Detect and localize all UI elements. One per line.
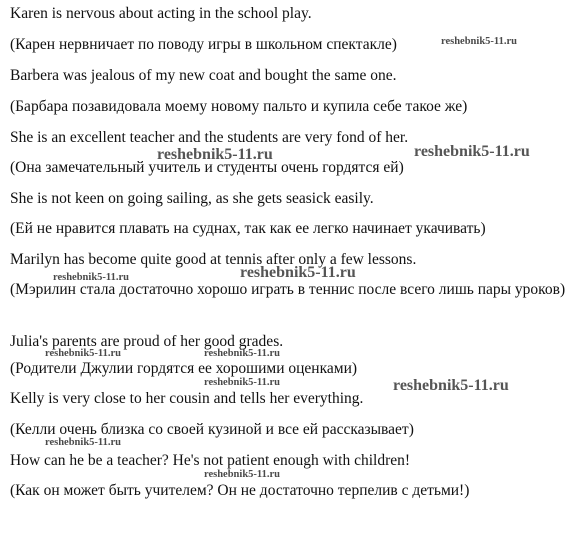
watermark-10: reshebnik5-11.ru xyxy=(45,437,121,448)
sentence-4-ru: (Ей не нравится плавать на суднах, так как ее легко начинает укачивать) xyxy=(10,220,486,237)
watermark-9: reshebnik5-11.ru xyxy=(393,377,509,394)
watermark-5: reshebnik5-11.ru xyxy=(240,264,356,281)
sentence-2-ru: (Барбара позавидовала моему новому пальто и купила себе такое же) xyxy=(10,98,468,115)
sentence-6-en: Julia's parents are proud of her good grades. xyxy=(10,333,284,350)
sentence-6-ru: (Родители Джулии гордятся ее хорошими оценками) xyxy=(10,360,358,377)
sentence-2-en: Barbera was jealous of my new coat and bought the same one. xyxy=(10,67,397,84)
watermark-2: reshebnik5-11.ru xyxy=(157,146,273,163)
sentence-7-en: Kelly is very close to her cousin and tells her everything. xyxy=(10,390,364,407)
sentence-5-ru: (Мэрилин стала достаточно хорошо играть в теннис после всего лишь пары уроков) xyxy=(10,281,566,298)
watermark-7: reshebnik5-11.ru xyxy=(204,348,280,359)
watermark-3: reshebnik5-11.ru xyxy=(414,143,530,160)
sentence-5-en: Marilyn has become quite good at tennis after only a few lessons. xyxy=(10,251,417,268)
watermark-11: reshebnik5-11.ru xyxy=(204,469,280,480)
sentence-1-ru: (Карен нервничает по поводу игры в школьном спектакле) xyxy=(10,36,397,53)
sentence-7-ru: (Келли очень близка со своей кузиной и все ей рассказывает) xyxy=(10,421,414,438)
sentence-1-en: Karen is nervous about acting in the school play. xyxy=(10,5,312,22)
sentence-3-en: She is an excellent teacher and the students are very fond of her. xyxy=(10,129,409,146)
watermark-4: reshebnik5-11.ru xyxy=(53,272,129,283)
sentence-8-en: How can he be a teacher? He's not patient enough with children! xyxy=(10,452,411,469)
sentence-4-en: She is not keen on going sailing, as she gets seasick easily. xyxy=(10,190,374,207)
watermark-1: reshebnik5-11.ru xyxy=(441,36,517,47)
watermark-8: reshebnik5-11.ru xyxy=(204,377,280,388)
watermark-6: reshebnik5-11.ru xyxy=(45,348,121,359)
sentence-3-ru: (Она замечательный учитель и студенты очень гордятся ей) xyxy=(10,159,404,176)
sentence-8-ru: (Как он может быть учителем? Он не достаточно терпелив с детьми!) xyxy=(10,482,470,499)
